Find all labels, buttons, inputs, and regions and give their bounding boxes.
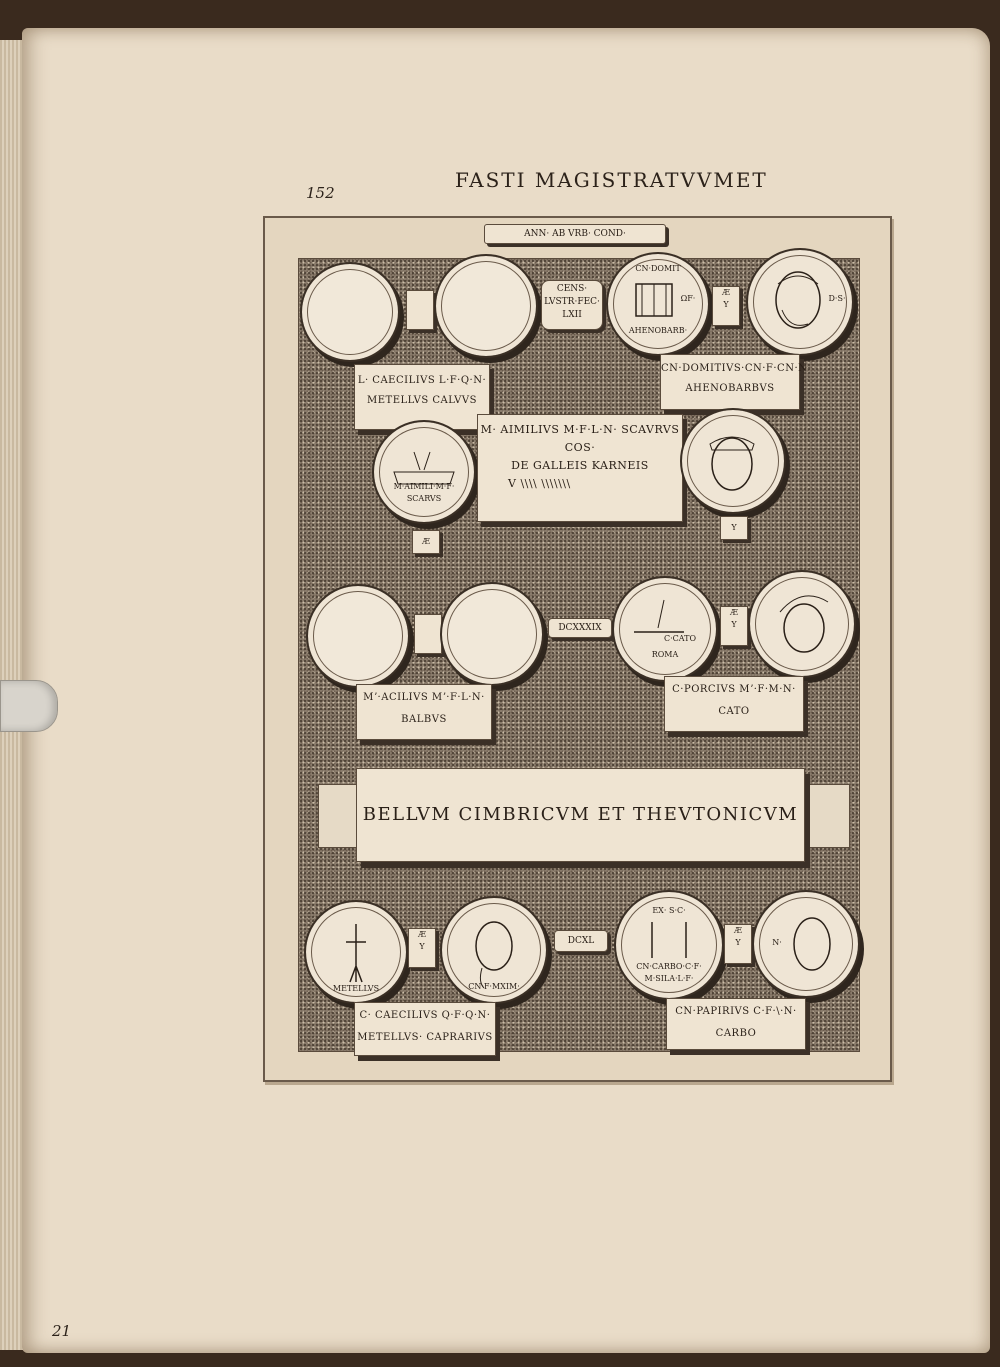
coin-roma-head: [748, 570, 856, 678]
tablet-line: L· CAECILIVS L·F·Q·N·: [357, 375, 487, 386]
tablet-line: CARBO: [715, 1028, 757, 1039]
census-label: [541, 280, 603, 330]
tablet-line: METELLVS CALVVS: [367, 395, 477, 406]
coin-female-head: [440, 896, 548, 1004]
coin-legend: CN·F·MXIM·: [468, 982, 520, 991]
banner-end-right: [808, 784, 850, 848]
coin-legend: CN·DOMIT: [635, 264, 681, 273]
coin-standing-figure: [304, 900, 408, 1004]
tablet-line: BALBVS: [401, 714, 447, 725]
connector-tag: [712, 286, 740, 326]
tablet-line: CATO: [718, 706, 750, 717]
paper-clip: [0, 680, 58, 732]
connector-tag: [720, 606, 748, 646]
tablet-line: COS·: [564, 441, 596, 454]
coin-mercury-head: [680, 408, 786, 514]
coin-temple: [606, 252, 710, 356]
tablet-line: CN·PAPIRIVS C·F·\·N·: [675, 1006, 797, 1017]
connector-tag: Æ: [412, 530, 440, 554]
coin-legend: METELLVS: [332, 984, 380, 993]
coin-side-text: D·S·: [828, 294, 846, 303]
year-label: DCXL: [554, 930, 608, 952]
tag-text: Æ: [729, 608, 738, 617]
inscription-tablet: [356, 684, 492, 740]
coin-blank-2: [434, 254, 538, 358]
tag-text: Y: [723, 300, 729, 309]
connector-tag: [406, 290, 434, 330]
running-title: FASTI MAGISTRATVVMET: [455, 168, 768, 192]
inscription-tablet: [666, 998, 806, 1050]
tablet-line: AHENOBARBVS: [685, 383, 775, 394]
tag-text: Æ: [721, 288, 730, 297]
tablet-line: DE GALLEIS KARNEIS: [511, 459, 649, 472]
tablet-line: C·PORCIVS Mʼ·F·M·N·: [672, 684, 796, 695]
coin-legend: ROMA: [651, 650, 679, 659]
war-banner: BELLVM CIMBRICVM ET THEVTONICVM: [356, 768, 805, 862]
connector-tag: [414, 614, 442, 654]
tablet-line: CN·DOMITIVS·CN·F·CN·N·: [661, 363, 812, 374]
plate-top-label: ANN· AB VRB· COND·: [484, 224, 666, 244]
coin-side-text: ΩF·: [680, 294, 696, 303]
census-line: LXII: [562, 310, 582, 320]
census-line: LVSTR·FEC·: [544, 297, 600, 307]
connector-tag: [724, 924, 752, 964]
coin-laureate-head: [752, 890, 860, 998]
tablet-line: METELLVS· CAPRARIVS: [357, 1032, 493, 1043]
coin-legend: EX· S·C·: [652, 906, 686, 915]
inscription-tablet: [660, 354, 812, 410]
coin-legend: M·SILA·L·F·: [644, 974, 694, 983]
inscription-tablet: [354, 1002, 496, 1056]
chariot-icon: [614, 578, 716, 680]
coin-chariot: [612, 576, 718, 682]
coin-blank-4: [440, 582, 544, 686]
tag-text: Æ: [417, 930, 426, 939]
signature-mark: 21: [52, 1322, 72, 1340]
coin-side-text: N·: [772, 938, 782, 947]
quadriga-icon: [374, 422, 474, 522]
tag-text: Y: [419, 942, 425, 951]
tablet-line: Mʼ·ACILIVS Mʼ·F·L·N·: [363, 692, 485, 703]
mercury-head-icon: [682, 410, 784, 512]
page-number: 152: [306, 184, 335, 202]
coin-legend: C·CATO: [663, 634, 697, 643]
connector-tag: Y: [720, 516, 748, 540]
census-line: CENS·: [556, 284, 588, 294]
coin-legend: SCARVS: [406, 494, 442, 503]
coin-quadriga: [372, 420, 476, 524]
tag-text: Æ: [733, 926, 742, 935]
tablet-line: C· CAECILIVS Q·F·Q·N·: [359, 1010, 491, 1021]
coin-two-figures: [614, 890, 724, 1000]
tag-text: Y: [735, 938, 741, 947]
temple-icon: [608, 254, 708, 354]
coin-blank-3: [306, 584, 410, 688]
coin-bearded-head: [746, 248, 854, 356]
consul-tablet: [477, 414, 683, 522]
roma-head-icon: [750, 572, 854, 676]
coin-legend: CN·CARBO·C·F·: [636, 962, 702, 971]
tablet-line: V \\\\ \\\\\\\: [508, 477, 571, 490]
coin-legend: M·AIMILI·M·F·: [393, 482, 455, 491]
connector-tag: [408, 928, 436, 968]
coin-blank-1: [300, 262, 400, 362]
tag-text: Y: [731, 620, 737, 629]
inscription-tablet: [664, 676, 804, 732]
banner-end-left: [318, 784, 360, 848]
year-label: DCXXXIX: [548, 618, 612, 638]
tablet-line: M· AIMILIVS M·F·L·N· SCAVRVS: [480, 423, 680, 436]
coin-legend: AHENOBARB·: [628, 326, 688, 335]
